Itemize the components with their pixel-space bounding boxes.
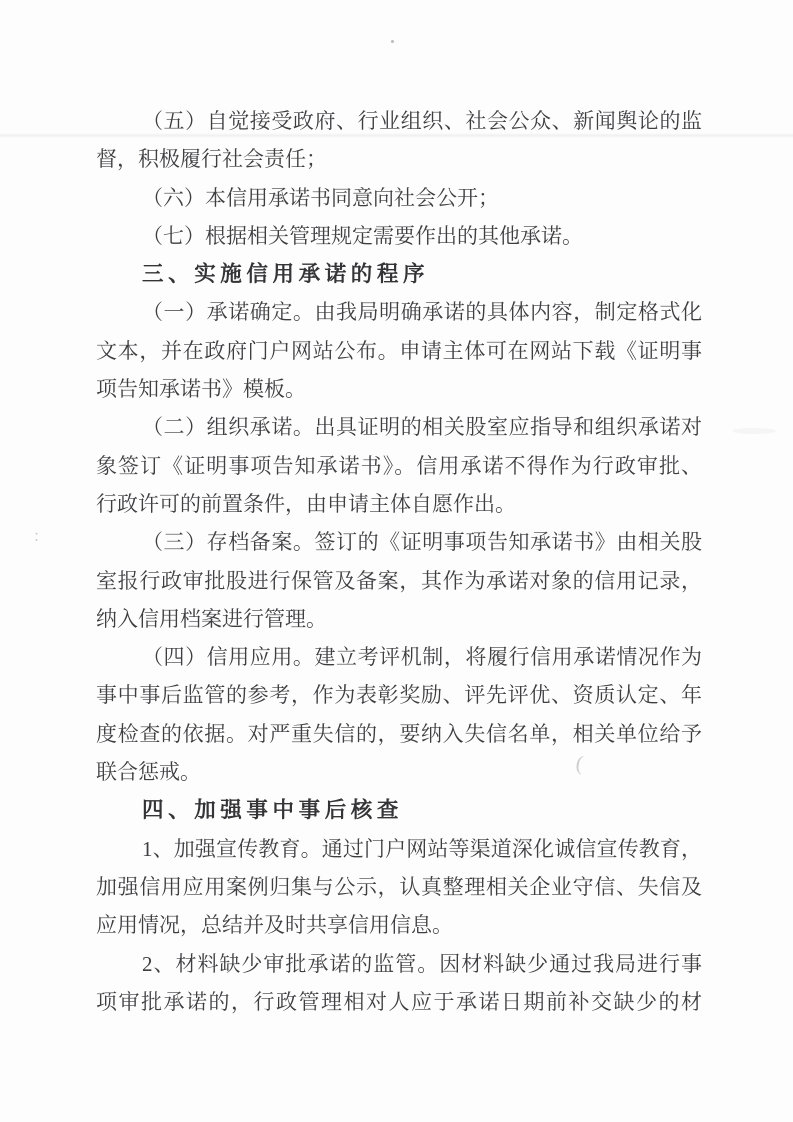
document-line: 纳入信用档案进行管理。 (96, 606, 327, 631)
document-line: 度检查的依据。对严重失信的，要纳入失信名单，相关单位给予 (96, 721, 702, 746)
document-line: （二）组织承诺。出具证明的相关股室应指导和组织承诺对 (142, 415, 702, 440)
document-line: 1、加强宣传教育。通过门户网站等渠道深化诚信宣传教育， (142, 836, 702, 861)
paragraph (96, 293, 702, 408)
document-line: 文本，并在政府门户网站公布。申请主体可在网站下载《证明事 (96, 338, 702, 363)
document-line: （六）本信用承诺书同意向社会公开； (142, 185, 499, 210)
faint-colon-artifact: ： (33, 529, 49, 545)
paragraph (96, 408, 702, 523)
document-line: （七）根据相关管理规定需要作出的其他承诺。 (142, 223, 583, 248)
paragraph (96, 638, 702, 791)
section-heading (96, 255, 702, 293)
faint-paren-artifact: ( (574, 750, 585, 776)
paragraph (96, 179, 702, 217)
document-line: 2、材料缺少审批承诺的监管。因材料缺少通过我局进行事 (142, 951, 702, 976)
document-line: （三）存档备案。签订的《证明事项告知承诺书》由相关股 (142, 530, 702, 555)
document-line: （一）承诺确定。由我局明确承诺的具体内容，制定格式化 (142, 300, 702, 325)
document-line: 室报行政审批股进行保管及备案，其作为承诺对象的信用记录， (96, 568, 702, 593)
document-line: 督，积极履行社会责任； (96, 147, 327, 172)
document-line: 事中事后监管的参考，作为表彰奖励、评先评优、资质认定、年 (96, 683, 702, 708)
document-text (96, 102, 702, 1021)
document-line: （四）信用应用。建立考评机制，将履行信用承诺情况作为 (142, 645, 702, 670)
document-line: 三、实施信用承诺的程序 (142, 262, 430, 287)
document-line: 应用情况，总结并及时共享信用信息。 (96, 913, 453, 938)
scan-speck-artifact (391, 40, 394, 43)
paragraph (96, 523, 702, 638)
document-line: 象签订《证明事项告知承诺书》。信用承诺不得作为行政审批、 (96, 453, 702, 478)
document-line: 项告知承诺书》模板。 (96, 377, 306, 402)
document-line: 联合惩戒。 (96, 760, 201, 785)
paragraph (96, 102, 702, 179)
section-heading (96, 791, 702, 829)
paragraph (96, 217, 702, 255)
paragraph (96, 945, 702, 1022)
document-line: 项审批承诺的，行政管理相对人应于承诺日期前补交缺少的材 (96, 989, 702, 1014)
scan-smudge-artifact (732, 428, 776, 434)
paragraph (96, 830, 702, 945)
document-line: 加强信用应用案例归集与公示，认真整理相关企业守信、失信及 (96, 874, 702, 899)
document-line: 行政许可的前置条件，由申请主体自愿作出。 (96, 491, 516, 516)
document-line: （五）自觉接受政府、行业组织、社会公众、新闻舆论的监 (142, 109, 702, 133)
document-line: 四、加强事中事后核查 (142, 798, 404, 823)
